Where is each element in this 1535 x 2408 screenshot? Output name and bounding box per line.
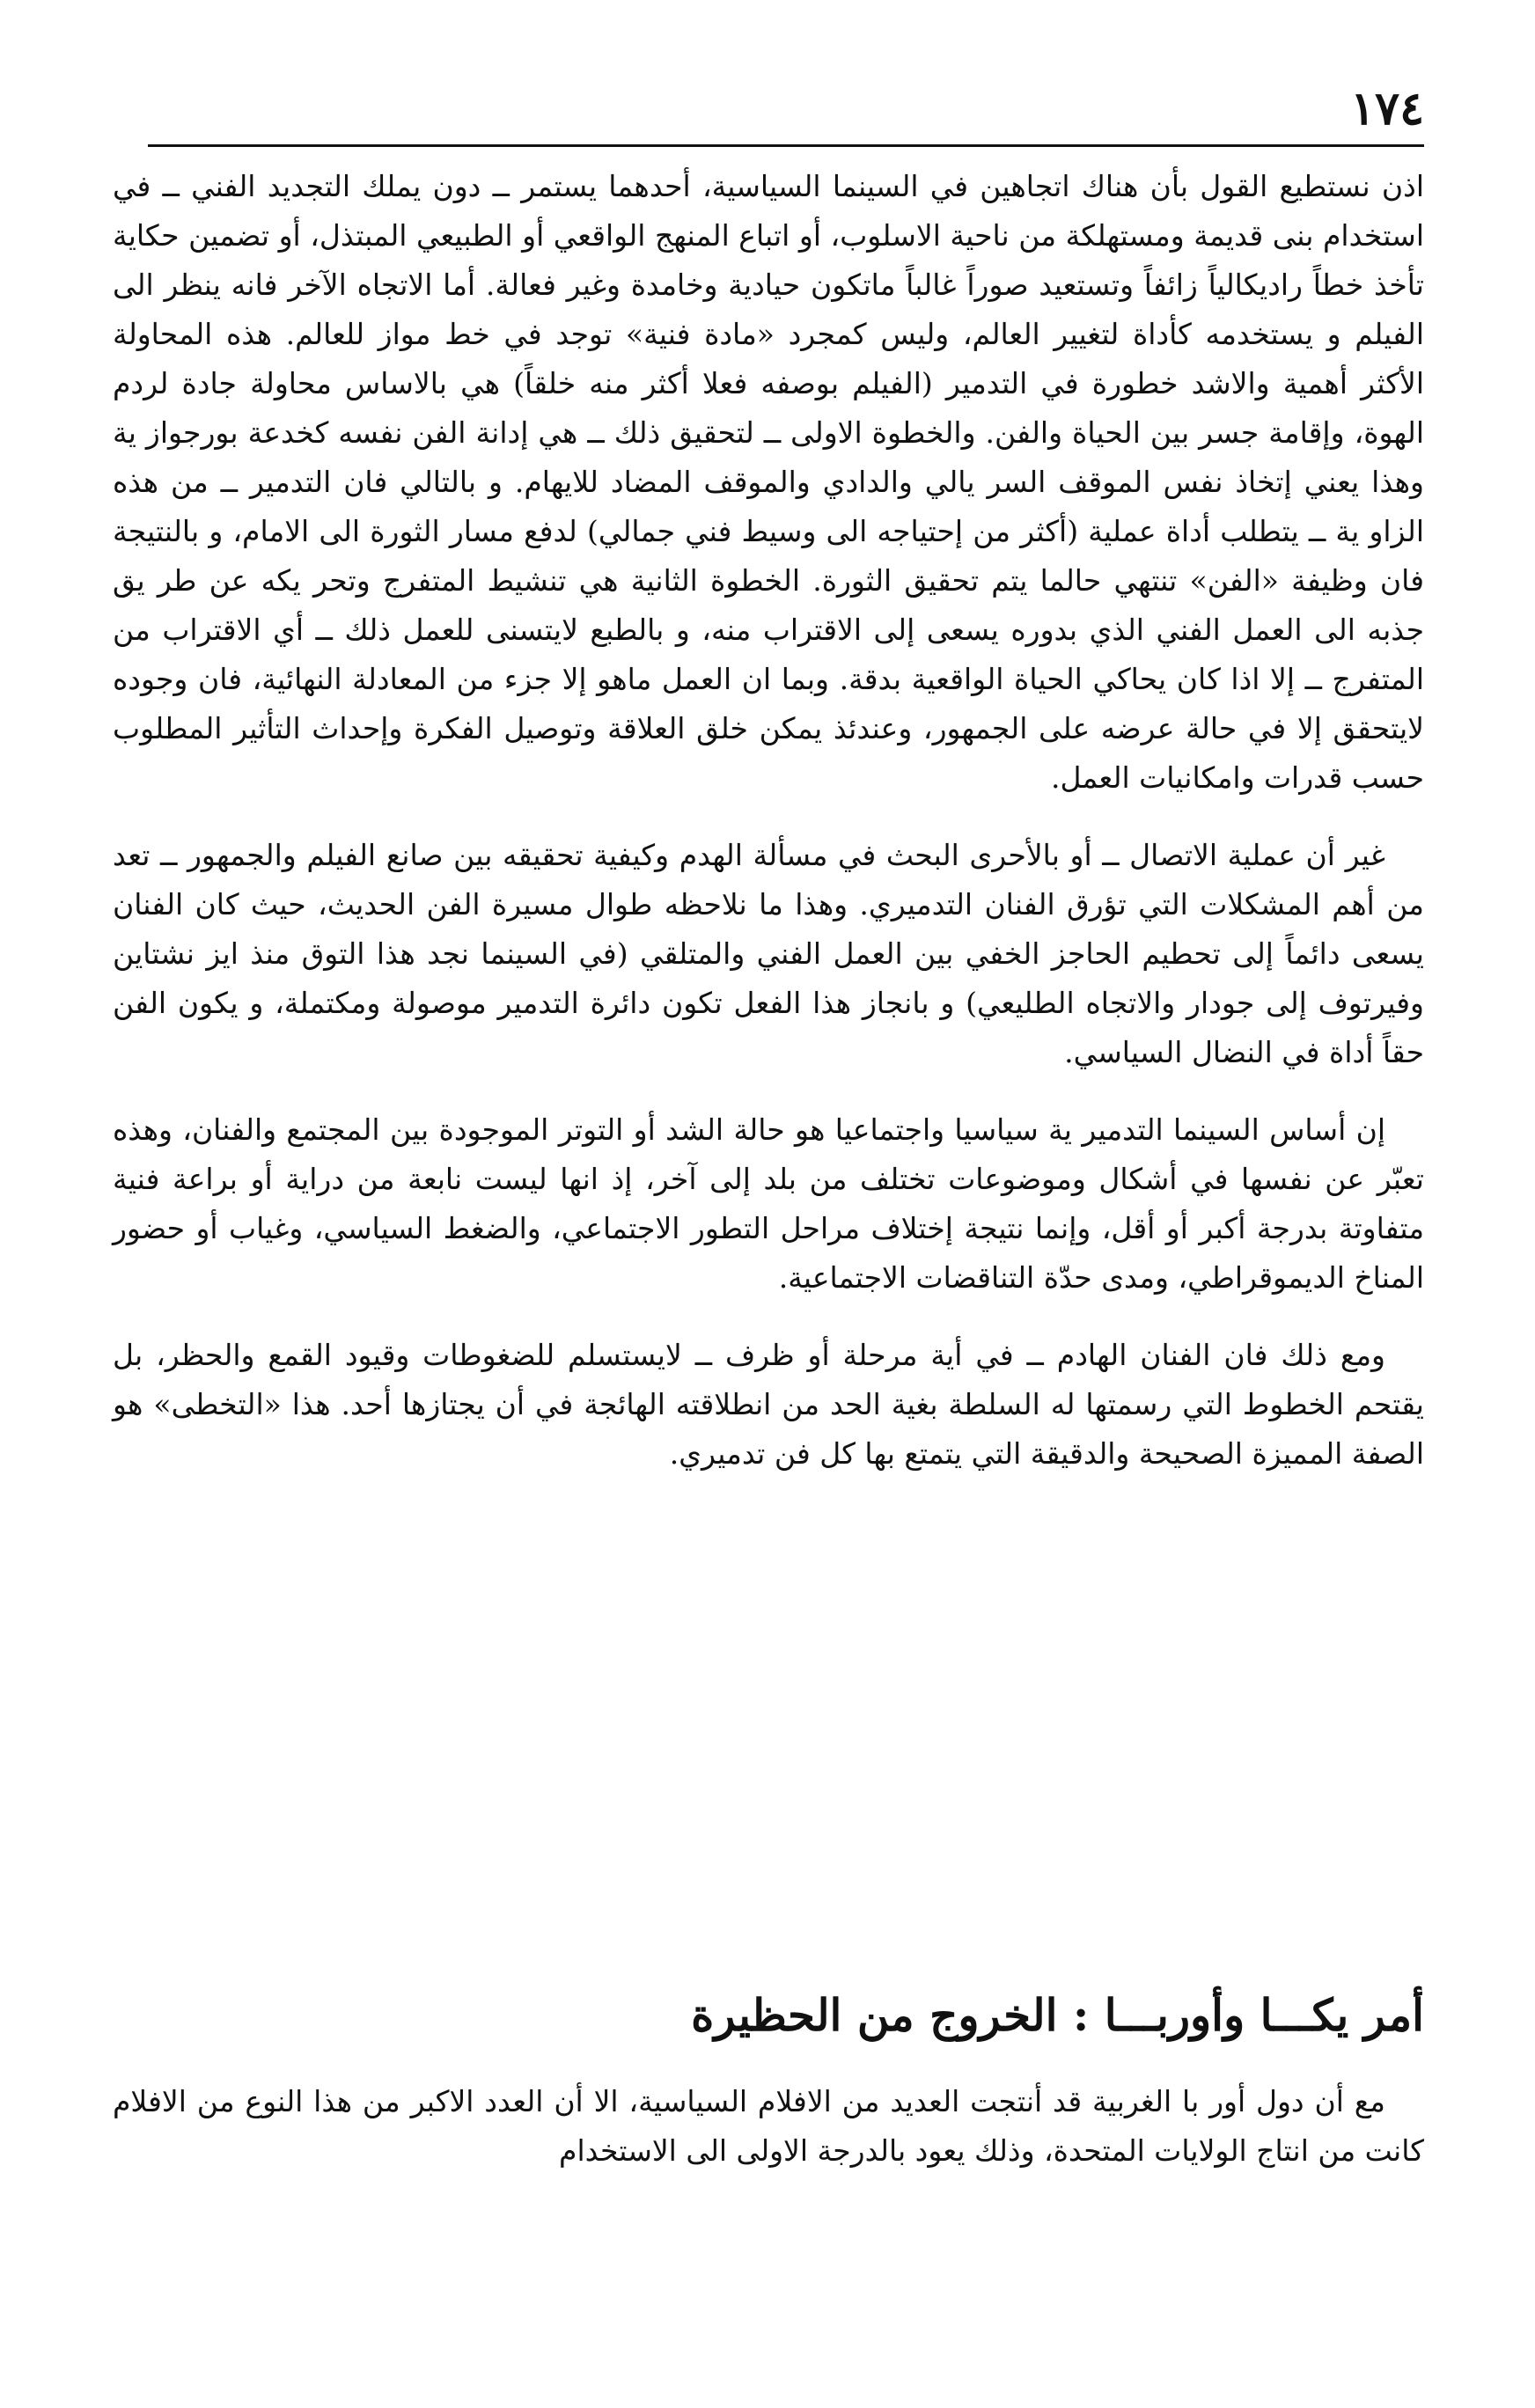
paragraph-1: اذن نستطيع القول بأن هناك اتجاهين في السينما السياسية، أحدهما يستمر ــ دون يملك التجديد الفني ــ في استخدام بنى قديمة ومستهلكة من ناحية الاسلوب، أو اتباع المنهج الواقعي أو الطبيعي المبتذل، أو تضمين حكاية تأخذ خطاً راديكالياً زائفاً وتستعيد صوراً غالباً ماتكون حيادية وخامدة وغير فعالة. أما الاتجاه الآخر فانه ينظر الى الفيلم و يستخدمه كأداة لتغيير العالم، وليس كمجرد «مادة فنية» توجد في خط مواز للعالم. هذه المحاولة الأكثر أهمية والاشد خطورة في التدمير (الفيلم بوصفه فعلا أكثر منه خلقاً) هي بالاساس محاولة جادة لردم الهوة، وإقامة جسر بين الحياة والفن. والخطوة الاولى ــ لتحقيق ذلك ــ هي إدانة الفن نفسه كخدعة بورجواز ية وهذا يعني إتخاذ نفس الموقف السر يالي والدادي والموقف المضاد للايهام. و بالتالي فان التدمير ــ من هذه الزاو ية ــ يتطلب أداة عملية (أكثر من إحتياجه الى وسيط فني جمالي) لدفع مسار الثورة الى الامام، و بالنتيجة فان وظيفة «الفن» تنتهي حالما يتم تحقيق الثورة. الخطوة الثانية هي تنشيط المتفرج وتحر يكه عن طر يق جذبه الى العمل الفني الذي بدوره يسعى إلى الاقتراب منه، و بالطبع لايتسنى للعمل ذلك ــ أي الاقتراب من المتفرج ــ إلا اذا كان يحاكي الحياة الواقعية بدقة. وبما ان العمل ماهو إلا جزء من المعادلة النهائية، فان وجوده لايتحقق إلا في حالة عرضه على الجمهور، وعندئذ يمكن خلق العلاقة وتوصيل الفكرة وإحداث التأثير المطلوب حسب قدرات وامكانيات العمل. bbox=[113, 169, 1425, 795]
closing-text bbox=[113, 2077, 1424, 2204]
book-page bbox=[113, 81, 1424, 2352]
paragraph-4: ومع ذلك فان الفنان الهادم ــ في أية مرحلة أو ظرف ــ لايستسلم للضغوطات وقيود القمع والحظر، بل يقتحم الخطوط التي رسمتها له السلطة بغية الحد من انطلاقته الهائجة في أن يجتازها أحد. هذا «التخطى» هو الصفة المميزة الصحيحة والدقيقة التي يتمتع بها كل فن تدميري. bbox=[113, 1338, 1424, 1471]
closing-paragraph: مع أن دول أور با الغربية قد أنتجت العديد من الافلام السياسية، الا أن العدد الاكبر من هذا النوع من الافلام كانت من انتاج الولايات المتحدة، وذلك يعود بالدرجة الاولى الى الاستخدام bbox=[113, 2084, 1424, 2168]
body-text bbox=[113, 162, 1424, 1507]
section-title: أمر يكـــا وأوربـــا : الخروج من الحظيرة bbox=[691, 1988, 1424, 2041]
paragraph-3: إن أساس السينما التدمير ية سياسيا واجتماعيا هو حالة الشد أو التوتر الموجودة بين المجتمع والفنان، وهذه تعبّر عن نفسها في أشكال وموضوعات تختلف من بلد إلى آخر، إذ انها ليست نابعة من دراية أو براعة فنية متفاوتة بدرجة أكبر أو أقل، وإنما نتيجة إختلاف مراحل التطور الاجتماعي، والضغط السياسي، وغياب أو حضور المناخ الديموقراطي، ومدى حدّة التناقضات الاجتماعية. bbox=[113, 1112, 1424, 1295]
header-rule bbox=[148, 144, 1424, 147]
page-number: ١٧٤ bbox=[1350, 82, 1424, 136]
paragraph-2: غير أن عملية الاتصال ــ أو بالأحرى البحث في مسألة الهدم وكيفية تحقيقه بين صانع الفيلم والجمهور ــ تعد من أهم المشكلات التي تؤرق الفنان التدميري. وهذا ما نلاحظه طوال مسيرة الفن الحديث، حيث كان الفنان يسعى دائماً إلى تحطيم الحاجز الخفي بين العمل الفني والمتلقي (في السينما نجد هذا التوق منذ ايز نشتاين وفيرتوف إلى جودار والاتجاه الطليعي) و بانجاز هذا الفعل تكون دائرة التدمير موصولة ومكتملة، و يكون الفن حقاً أداة في النضال السياسي. bbox=[113, 838, 1424, 1069]
